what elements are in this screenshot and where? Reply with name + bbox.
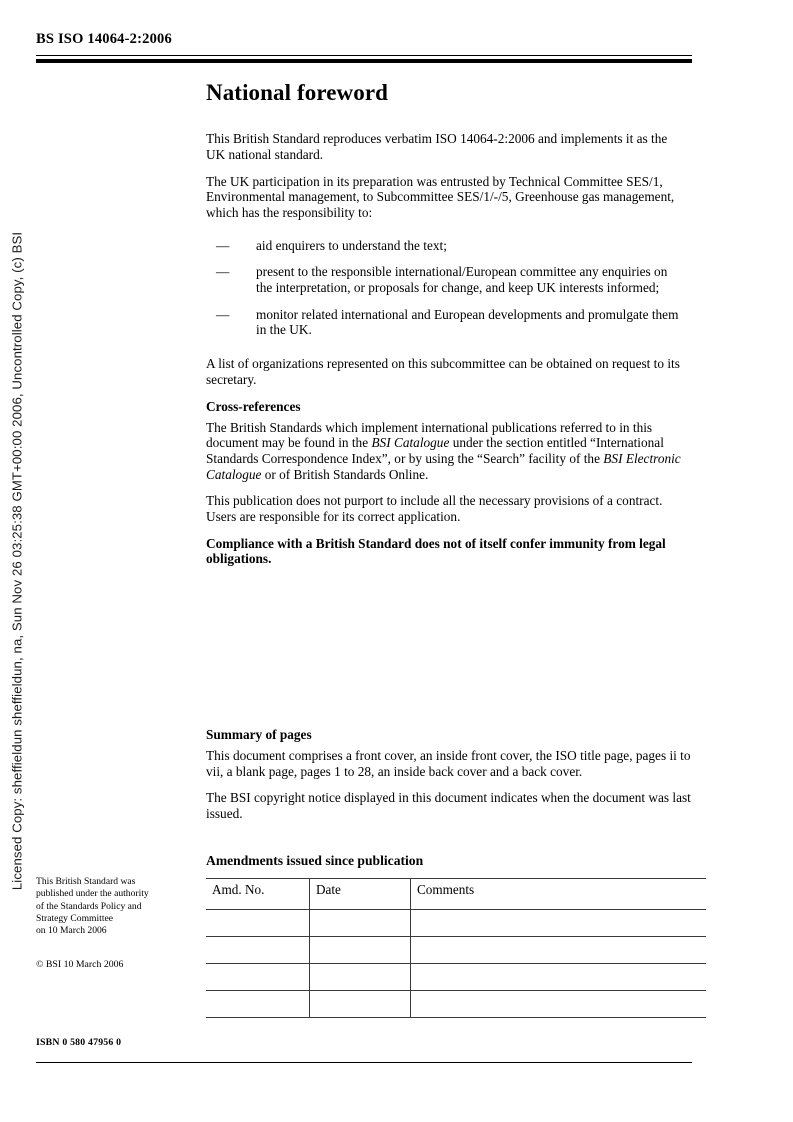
cross-references-paragraph-1 (206, 420, 686, 483)
cell-comments[interactable] (411, 964, 707, 991)
cell-date[interactable] (310, 991, 411, 1018)
cell-date[interactable] (310, 910, 411, 937)
list-item-label: present to the responsible international/European committee any enquiries on the interpretation, or proposals for change, and keep UK interests informed; (256, 264, 668, 296)
publisher-line-1: This British Standard was (36, 876, 136, 887)
copyright-notice: © BSI 10 March 2006 (36, 959, 124, 971)
column-header-date: Date (310, 879, 411, 910)
table-row (206, 964, 706, 991)
publisher-line-4: Strategy Committee (36, 912, 114, 924)
publisher-line-5: on 10 March 2006 (36, 925, 107, 937)
compliance-notice: Compliance with a British Standard does not of itself confer immunity from legal obligations. (206, 535, 666, 567)
list-item-label: monitor related international and European developments and promulgate them in the UK. (256, 306, 679, 338)
list-item (206, 307, 686, 338)
cross-ref-text-b: under the section entitled “International Standards Correspondence Index”, or by using the “Search” facility of the (206, 435, 664, 466)
publisher-line-3: of the Standards Policy and (36, 900, 142, 912)
cross-references-paragraph-2: This publication does not purport to include all the necessary provisions of a contract. Users are responsible for its correct application. (206, 493, 663, 524)
header-rule-thick (36, 59, 692, 63)
amendments-table (206, 878, 706, 1018)
licence-watermark-strip (0, 0, 34, 1122)
page-header-standard-reference: BS ISO 14064-2:2006 (36, 31, 172, 47)
header-rule-thin (36, 55, 692, 56)
cell-comments[interactable] (411, 910, 707, 937)
publisher-line-2: published under the authority (36, 888, 149, 900)
isbn-number: ISBN 0 580 47956 0 (36, 1037, 122, 1048)
column-header-amd-no: Amd. No. (206, 879, 310, 910)
foreword-paragraph-1: This British Standard reproduces verbatim ISO 14064-2:2006 and implements it as the UK national standard. (206, 131, 668, 162)
em-dash-bullet: — (216, 306, 230, 322)
cell-comments[interactable] (411, 937, 707, 964)
list-item-label: aid enquirers to understand the text; (256, 237, 447, 253)
cross-ref-text-c: or of British Standards Online. (261, 466, 429, 482)
summary-of-pages-heading: Summary of pages (206, 727, 312, 742)
em-dash-bullet: — (216, 237, 230, 253)
cross-ref-text-a: The British Standards which implement international publications referred to in this document may be found in the (206, 419, 653, 451)
table-row (206, 991, 706, 1018)
list-item (206, 264, 686, 295)
cell-date[interactable] (310, 937, 411, 964)
page-title: National foreword (206, 80, 389, 105)
summary-paragraph-1: This document comprises a front cover, an inside front cover, the ISO title page, pages ii to vii, a blank page, pages 1 to 28, an inside back cover and a back cover. (206, 747, 691, 779)
list-item (206, 238, 686, 254)
cross-references-heading: Cross-references (206, 398, 301, 414)
amendments-heading: Amendments issued since publication (206, 853, 424, 868)
cell-amd-no[interactable] (206, 964, 310, 991)
footer-rule (36, 1062, 692, 1063)
cell-date[interactable] (310, 964, 411, 991)
amendments-section (206, 853, 686, 1018)
em-dash-bullet: — (216, 264, 230, 280)
cell-comments[interactable] (411, 991, 707, 1018)
cell-amd-no[interactable] (206, 991, 310, 1018)
licence-watermark-text: Licensed Copy: sheffieldun sheffieldun, na, Sun Nov 26 03:25:38 GMT+00:00 2006, Uncontrolled Copy, (c) BSI (9, 231, 25, 891)
publisher-info-block (36, 876, 196, 972)
cell-amd-no[interactable] (206, 910, 310, 937)
bsi-electronic-catalogue-title: BSI Electronic Catalogue (206, 450, 681, 482)
foreword-paragraph-3: A list of organizations represented on this subcommittee can be obtained on request to its secretary. (206, 356, 680, 387)
table-row (206, 937, 706, 964)
main-content-column (206, 80, 686, 578)
responsibilities-list (206, 238, 686, 338)
cell-amd-no[interactable] (206, 937, 310, 964)
table-row (206, 910, 706, 937)
bsi-catalogue-title: BSI Catalogue (371, 435, 450, 451)
foreword-paragraph-2: The UK participation in its preparation was entrusted by Technical Committee SES/1, Environmental management, to Subcommittee SES/1/-/5, Greenhouse gas management, which has the responsibility to: (206, 173, 675, 221)
table-header-row (206, 879, 706, 910)
column-header-comments: Comments (411, 879, 707, 910)
summary-of-pages-section (206, 727, 693, 833)
summary-paragraph-2: The BSI copyright notice displayed in this document indicates when the document was last issued. (206, 790, 691, 822)
